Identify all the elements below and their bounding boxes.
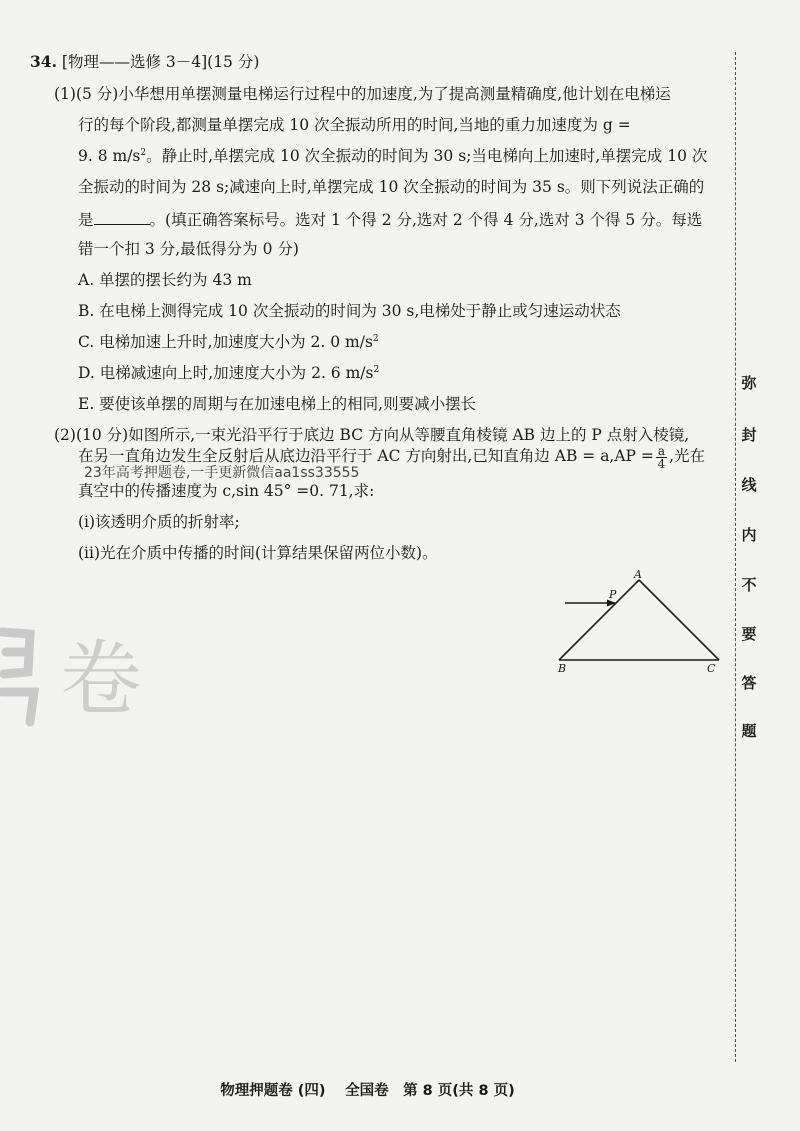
option-b: [78, 301, 621, 321]
part1-line5: [78, 208, 702, 230]
part1-line6: 错一个扣 3 分,最低得分为 0 分): [78, 240, 299, 258]
vertex-label-b: B: [558, 662, 567, 675]
seal-char-2: 封: [741, 426, 757, 444]
question-header: [30, 52, 259, 72]
option-a: [78, 270, 252, 290]
prism-diagram: [555, 560, 735, 680]
part2-line3: 真空中的传播速度为 c,sin 45° =0. 71,求:: [78, 482, 375, 500]
part1-line1: (1)(5 分)小华想用单摆测量电梯运行过程中的加速度,为了提高测量精确度,他计划在电梯运: [54, 85, 671, 103]
seal-char-7: 答: [741, 674, 757, 692]
option-e-text: E. 要使该单摆的周期与在加速电梯上的相同,则要减小摆长: [78, 395, 477, 413]
option-c: [78, 332, 379, 355]
option-c-exponent: 2: [372, 334, 379, 344]
part1-line3-rest: 。静止时,单摆完成 10 次全振动的时间为 30 s;当电梯向上加速时,单摆完成 10 次: [146, 147, 708, 165]
watermark-text: 23年高考押题卷,一手更新微信aa1ss33555: [84, 465, 360, 481]
stamp-character: 卷: [60, 632, 143, 727]
question-section: [物理——选修 3－4](15 分): [61, 53, 260, 71]
answer-blank[interactable]: [94, 208, 150, 225]
answer-prefix: 是: [78, 211, 94, 229]
faint-stamp-logo: [0, 612, 150, 732]
sub-question-ii: (ii)光在介质中传播的时间(计算结果保留两位小数)。: [78, 544, 438, 562]
part2-line1: (2)(10 分)如图所示,一束光沿平行于底边 BC 方向从等腰直角棱镜 AB 边上的 P 点射入棱镜,: [54, 426, 690, 444]
gravity-exponent: 2: [140, 148, 147, 158]
page-footer: 物理押题卷 (四) 全国卷 第 8 页(共 8 页): [220, 1083, 515, 1099]
option-a-text: A. 单摆的摆长约为 43 m: [78, 271, 252, 289]
part1-line4: 全振动的时间为 28 s;减速向上时,单摆完成 10 次全振动的时间为 35 s。则下列说法正确的: [78, 178, 705, 196]
fraction-numerator: a: [657, 443, 666, 458]
fraction-denominator: 4: [657, 456, 666, 471]
option-c-text: C. 电梯加速上升时,加速度大小为 2. 0 m/s: [78, 333, 373, 351]
point-label-p: P: [609, 588, 617, 601]
part1-line3: [78, 146, 707, 169]
part1-line5-rest: 。(填正确答案标号。选对 1 个得 2 分,选对 2 个得 4 分,选对 3 个得 5 分。每选: [149, 211, 703, 229]
edge-ab: [559, 580, 639, 660]
seal-char-5: 不: [741, 576, 757, 594]
option-d: [78, 363, 379, 386]
part2-line2-text: 在另一直角边发生全反射后从底边沿平行于 AC 方向射出,已知直角边 AB = a,AP =: [78, 447, 654, 465]
option-d-text: D. 电梯减速向上时,加速度大小为 2. 6 m/s: [78, 364, 374, 382]
vertex-label-a: A: [634, 568, 642, 581]
seal-char-6: 要: [741, 625, 757, 643]
seal-char-4: 内: [741, 526, 757, 544]
part2-line2-end: ,光在: [669, 447, 705, 465]
question-number: 34.: [30, 52, 57, 71]
option-d-exponent: 2: [373, 365, 380, 375]
seal-char-3: 线: [741, 476, 757, 494]
edge-ac: [639, 580, 719, 660]
gravity-value: 9. 8 m/s: [78, 147, 141, 165]
seal-char-8: 题: [741, 722, 757, 740]
seal-dashed-line: [735, 52, 736, 1062]
part1-line2: 行的每个阶段,都测量单摆完成 10 次全振动所用的时间,当地的重力加速度为 g =: [78, 116, 631, 134]
seal-char-1: 弥: [741, 374, 757, 392]
option-b-text: B. 在电梯上测得完成 10 次全振动的时间为 30 s,电梯处于静止或匀速运动状态: [78, 302, 621, 320]
option-e: [78, 394, 476, 414]
vertex-label-c: C: [707, 662, 716, 675]
fraction-a-over-4: [656, 445, 667, 470]
sub-question-i: (i)该透明介质的折射率;: [78, 513, 240, 531]
